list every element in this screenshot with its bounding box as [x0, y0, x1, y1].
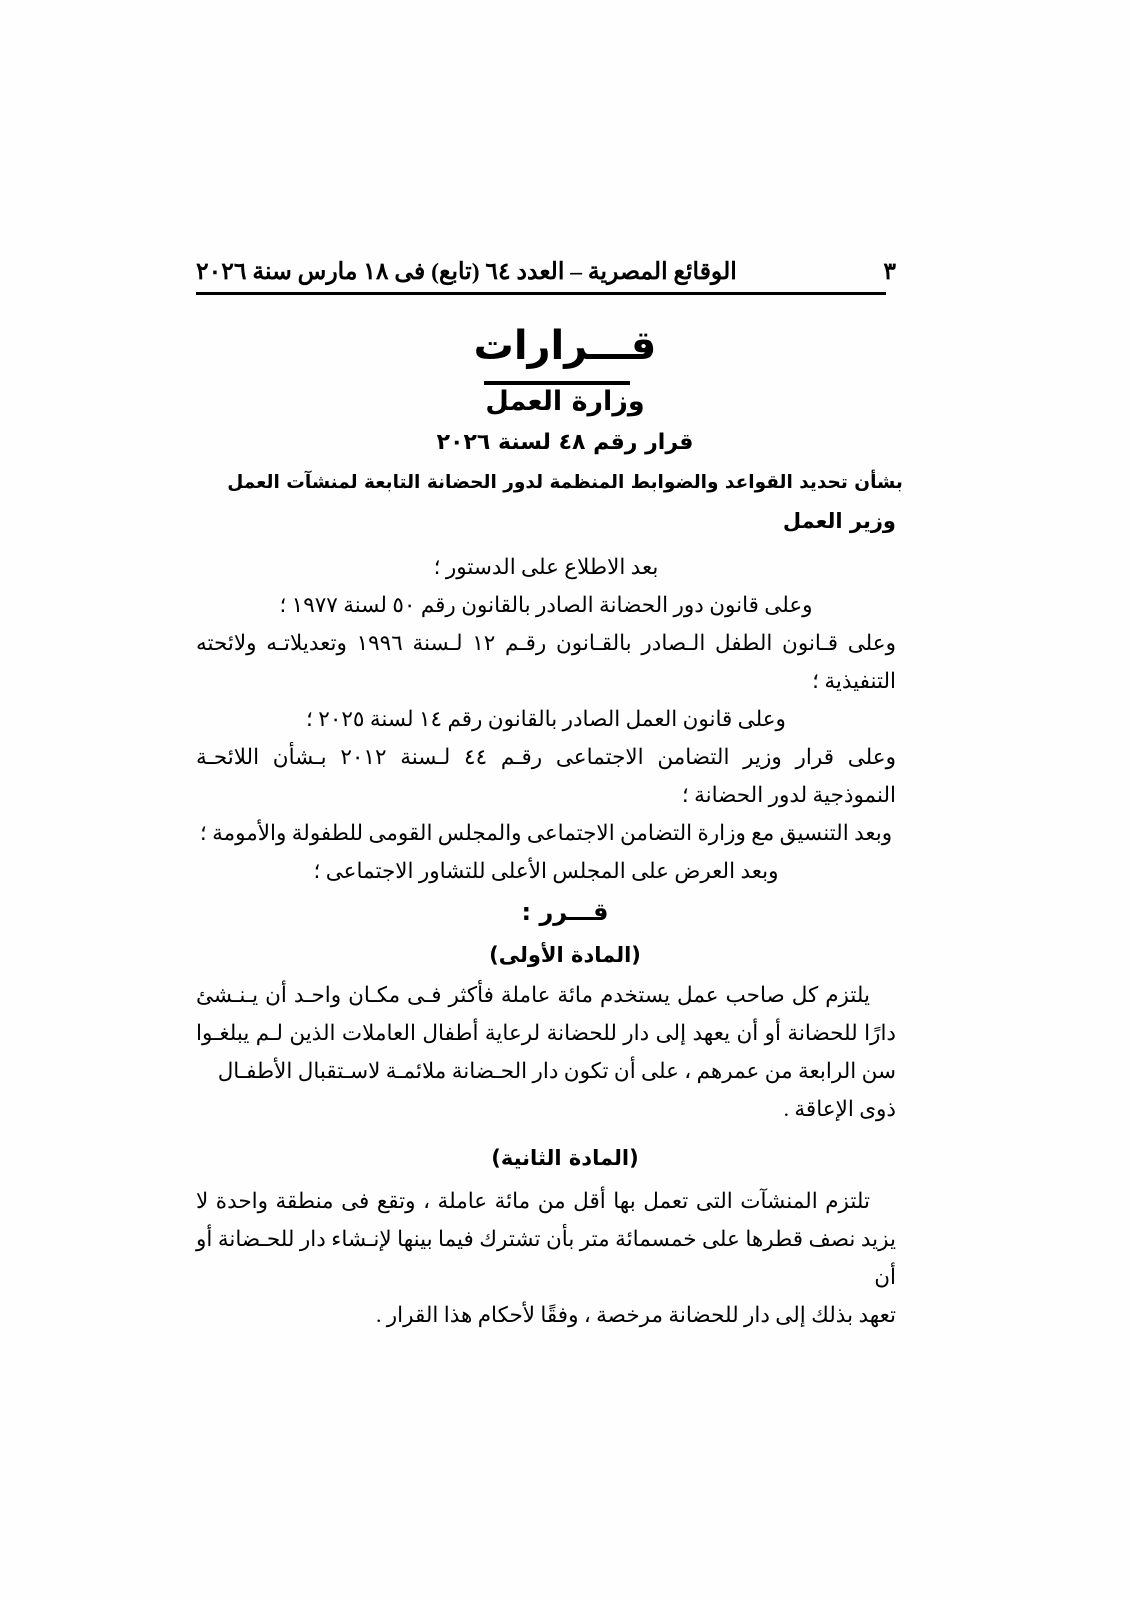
article-two-text: تلتزم المنشآت التى تعمل بها أقل من مائة عاملة ، وتقع فى منطقة واحدة لا يزيد نصف قطرها على خمسمائة متر بأن تشترك فيما بينها لإنـشاء دار للحـضانة أو أن [196, 1189, 896, 1289]
running-head [196, 246, 896, 286]
header-divider [196, 292, 886, 295]
preamble-clause: وبعد التنسيق مع وزارة التضامن الاجتماعى والمجلس القومى للطفولة والأمومة ؛ [199, 821, 893, 845]
preamble-clause: وعلى قانون العمل الصادر بالقانون رقم ١٤ لسنة ٢٠٢٥ ؛ [306, 707, 786, 731]
issuing-authority: وزير العمل [782, 509, 896, 533]
preamble-block [190, 548, 896, 890]
running-head-title: الوقائع المصرية – العدد ٦٤ (تابع) فى ١٨ مارس سنة ٢٠٢٦ [196, 259, 737, 286]
resolved-label: قـــرر : [521, 898, 609, 926]
preamble-clause: بعد الاطلاع على الدستور ؛ [433, 555, 659, 579]
preamble-clause: وعلى قانون دور الحضانة الصادر بالقانون رقم ٥٠ لسنة ١٩٧٧ ؛ [279, 593, 813, 617]
preamble-clause: وبعد العرض على المجلس الأعلى للتشاور الاجتماعى ؛ [313, 859, 779, 883]
preamble-clause: وعلى قرار وزير التضامن الاجتماعى رقـم ٤٤ لـسنة ٢٠١٢ بـشأن اللائحـة النموذجية لدور الحضانة ؛ [190, 745, 896, 807]
article-one-text-tail: ذوى الإعاقة . [783, 1097, 896, 1121]
article-two-heading: (المادة الثانية) [491, 1146, 639, 1170]
preamble-clause: وعلى قـانون الطفل الـصادر بالقـانون رقـم ١٢ لـسنة ١٩٩٦ وتعديلاتـه ولائحته التنفيذية ؛ [190, 631, 896, 693]
ministry-name: وزارة العمل [485, 386, 645, 417]
article-one-heading: (المادة الأولى) [489, 943, 641, 967]
page-title: قـــرارات [473, 323, 657, 369]
article-two-text-tail: تعهد بذلك إلى دار للحضانة مرخصة ، وفقًا لأحكام هذا القرار . [376, 1303, 896, 1327]
page-number: ٣ [883, 259, 896, 286]
article-two-body [196, 1182, 896, 1334]
article-one-body [196, 976, 896, 1128]
article-one-text: يلتزم كل صاحب عمل يستخدم مائة عاملة فأكثر فـى مكـان واحـد أن يـنـشئ دارًا للحضانة أو أن يعهد إلى دار للحضانة لرعاية أطفال العاملات الذين لـم يبلغـوا سن الرابعة من عمرهم ، على أن تكون دار الحـضانة ملائمـة لاسـتقبال الأطفـال [196, 983, 896, 1083]
decree-number: قرار رقم ٤٨ لسنة ٢٠٢٦ [436, 430, 694, 455]
decree-subject: بشأن تحديد القواعد والضوابط المنظمة لدور الحضانة التابعة لمنشآت العمل [227, 472, 903, 493]
